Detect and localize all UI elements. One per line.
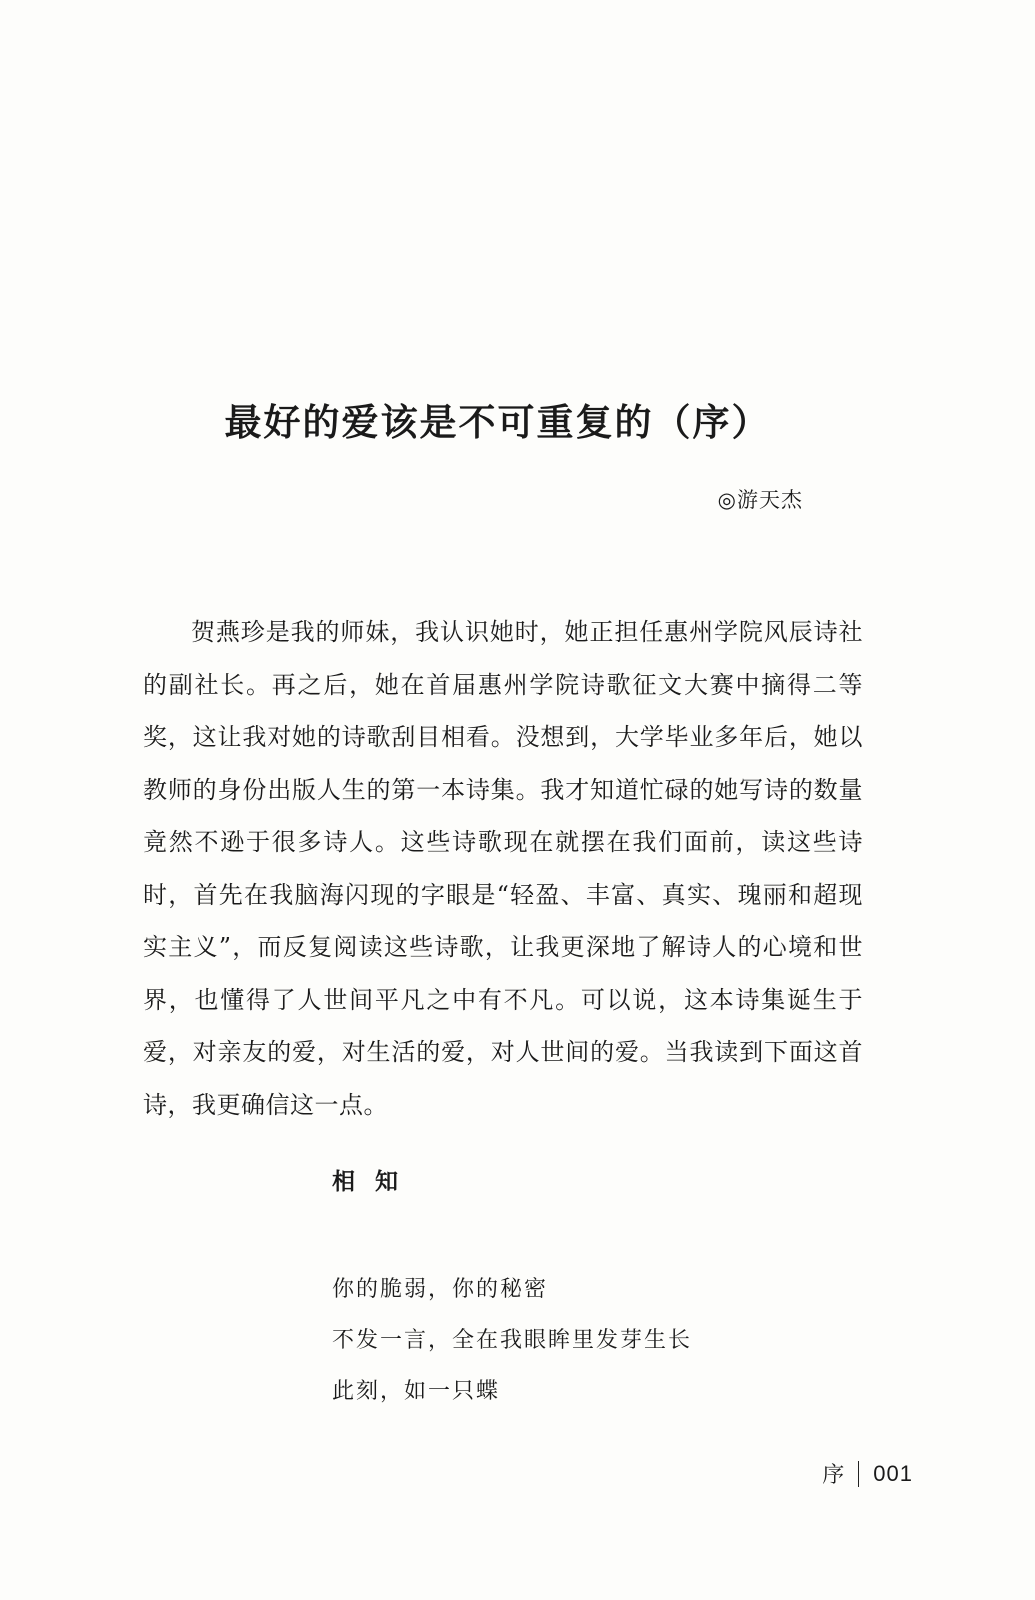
footer-section-label: 序 bbox=[822, 1463, 845, 1488]
footer-divider bbox=[858, 1461, 859, 1487]
page-number: 001 bbox=[873, 1460, 913, 1486]
page-title: 最好的爱该是不可重复的（序） bbox=[224, 401, 771, 444]
body-paragraph: 贺燕珍是我的师妹，我认识她时，她正担任惠州学院风辰诗社的副社长。再之后，她在首届惠州学院诗歌征文大赛中摘得二等奖，这让我对她的诗歌刮目相看。没想到，大学毕业多年后，她以教师的身份出版人生的第一本诗集。我才知道忙碌的她写诗的数量竟然不逊于很多诗人。这些诗歌现在就摆在我们面前，读这些诗时，首先在我脑海闪现的字眼是“轻盈、丰富、真实、瑰丽和超现实主义”，而反复阅读这些诗歌，让我更深地了解诗人的心境和世界，也懂得了人世间平凡之中有不凡。可以说，这本诗集诞生于爱，对亲友的爱，对生活的爱，对人世间的爱。当我读到下面这首诗，我更确信这一点。 bbox=[143, 618, 863, 1119]
poem-title: 相知 bbox=[332, 1169, 418, 1195]
poem-line: 此刻，如一只蝶 bbox=[332, 1379, 501, 1404]
poem-line: 不发一言，全在我眼眸里发芽生长 bbox=[332, 1328, 693, 1353]
poem-line: 你的脆弱，你的秘密 bbox=[332, 1277, 549, 1302]
poem-block bbox=[332, 1264, 692, 1417]
author-byline: ◎游天杰 bbox=[717, 488, 803, 512]
page-footer bbox=[822, 1458, 913, 1489]
